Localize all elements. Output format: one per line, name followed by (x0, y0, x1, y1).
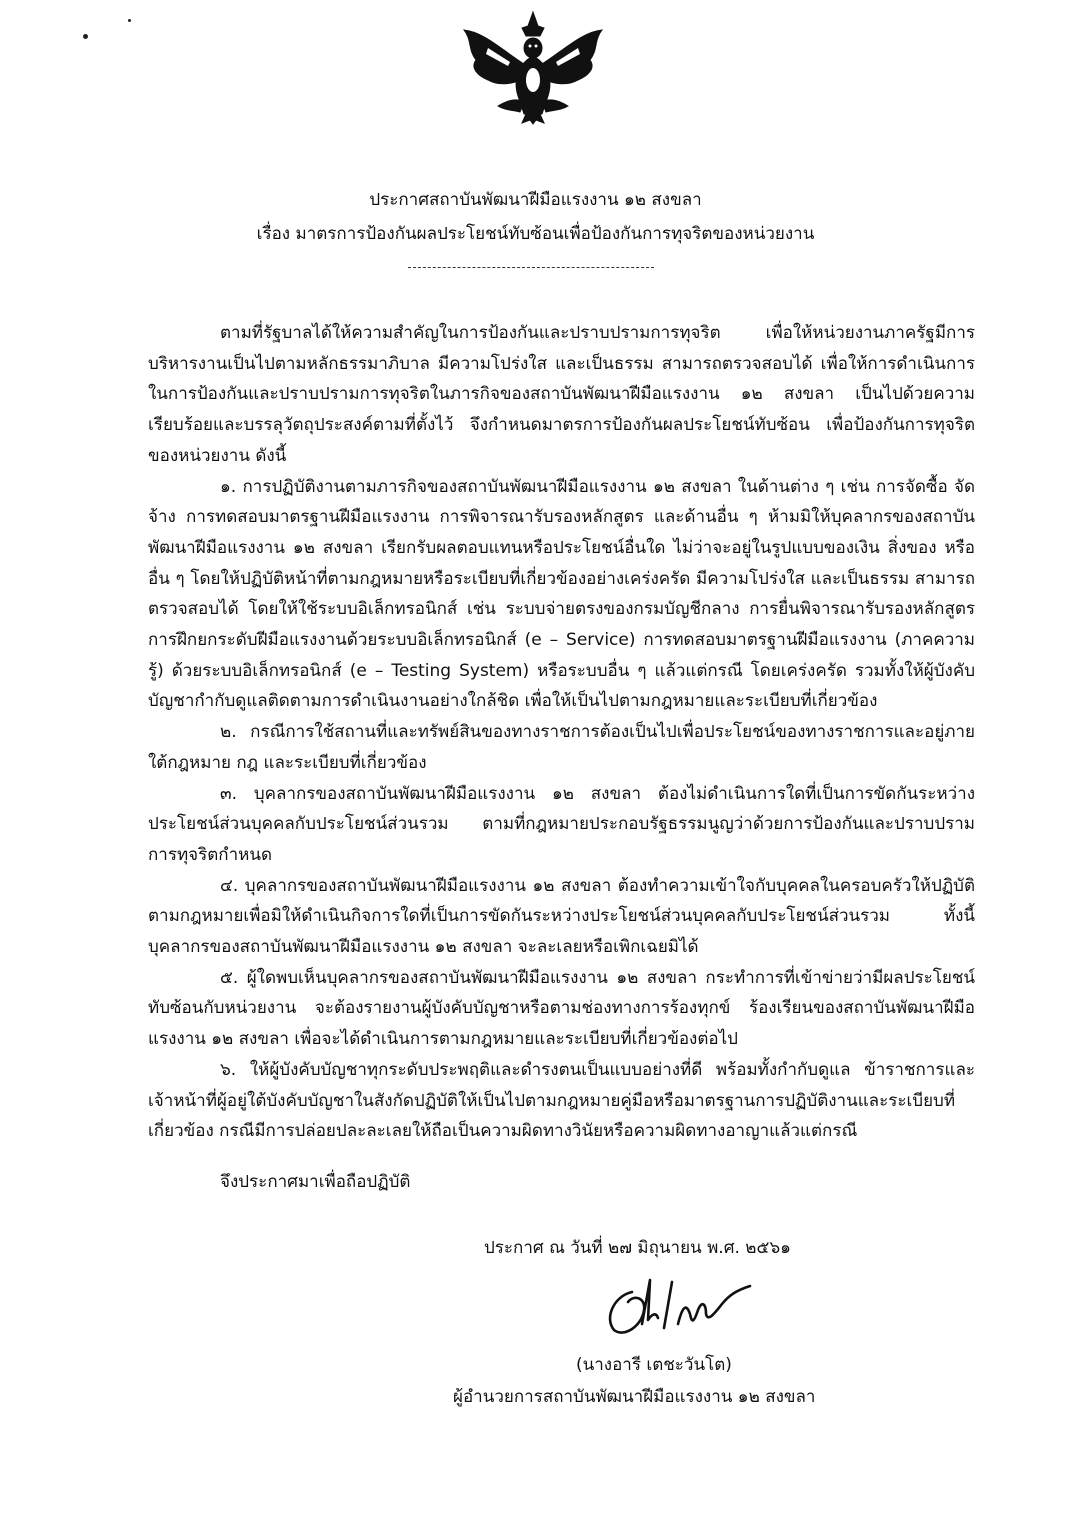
signer-title: ผู้อำนวยการสถาบันพัฒนาฝีมือแรงงาน ๑๒ สงขลา (453, 1387, 816, 1407)
signer-name: (นางอารี เตชะวันโต) (576, 1355, 732, 1375)
handwritten-signature (598, 1274, 758, 1338)
notice-title: ประกาศสถาบันพัฒนาฝีมือแรงงาน ๑๒ สงขลา (369, 190, 702, 210)
notice-body (148, 318, 975, 1147)
clause-1: ๑. การปฏิบัติงานตามภารกิจของสถาบันพัฒนาฝีมือแรงงาน ๑๒ สงขลา ในด้านต่าง ๆ เช่น การจัดซื้อ จัดจ้าง การทดสอบมาตรฐานฝีมือแรงงาน การพิจารณารับรองหลักสูตร และด้านอื่น ๆ ห้ามมิให้บุคลากรของสถาบันพัฒนาฝีมือแรงงาน ๑๒ สงขลา เรียกรับผลตอบแทนหรือประโยชน์อื่นใด ไม่ว่าจะอยู่ในรูปแบบของเงิน สิ่งของ หรืออื่น ๆ โดยให้ปฏิบัติหน้าที่ตามกฎหมายหรือระเบียบที่เกี่ยวข้องอย่างเคร่งครัด มีความโปร่งใส และเป็นธรรม สามารถตรวจสอบได้ โดยให้ใช้ระบบอิเล็กทรอนิกส์ เช่น ระบบจ่ายตรงของกรมบัญชีกลาง การยื่นพิจารณารับรองหลักสูตรการฝึกยกระดับฝีมือแรงงานด้วยระบบอิเล็กทรอนิกส์ (e – Service) การทดสอบมาตรฐานฝีมือแรงงาน (ภาคความรู้) ด้วยระบบอิเล็กทรอนิกส์ (e – Testing System) หรือระบบอื่น ๆ แล้วแต่กรณี โดยเคร่งครัด รวมทั้งให้ผู้บังคับบัญชากำกับดูแลติดตามการดำเนินงานอย่างใกล้ชิด เพื่อให้เป็นไปตามกฎหมายและระเบียบที่เกี่ยวข้อง (148, 476, 975, 712)
intro-paragraph: ตามที่รัฐบาลได้ให้ความสำคัญในการป้องกันและปราบปรามการทุจริต เพื่อให้หน่วยงานภาครัฐมีการบริหารงานเป็นไปตามหลักธรรมาภิบาล มีความโปร่งใส และเป็นธรรม สามารถตรวจสอบได้ เพื่อให้การดำเนินการในการป้องกันและปราบปรามการทุจริตในภารกิจของสถาบันพัฒนาฝีมือแรงงาน ๑๒ สงขลา เป็นไปด้วยความเรียบร้อยและบรรลุวัตถุประสงค์ตามที่ตั้งไว้ จึงกำหนดมาตรการป้องกันผลประโยชน์ทับซ้อน เพื่อป้องกันการทุจริตของหน่วยงาน ดังนี้ (148, 323, 975, 466)
clause-2: ๒. กรณีการใช้สถานที่และทรัพย์สินของทางราชการต้องเป็นไปเพื่อประโยชน์ของทางราชการและอยู่ภายใต้กฎหมาย กฎ และระเบียบที่เกี่ยวข้อง (148, 722, 975, 773)
header-divider (408, 267, 654, 268)
notice-subject: เรื่อง มาตรการป้องกันผลประโยชน์ทับซ้อนเพื่อป้องกันการทุจริตของหน่วยงาน (256, 224, 815, 244)
clause-6: ๖. ให้ผู้บังคับบัญชาทุกระดับประพฤติและดำรงตนเป็นแบบอย่างที่ดี พร้อมทั้งกำกับดูแล ข้าราชการและเจ้าหน้าที่ผู้อยู่ใต้บังคับบัญชาในสังกัดปฏิบัติให้เป็นไปตามกฎหมายคู่มือหรือมาตรฐานการปฏิบัติงานและระเบียบที่เกี่ยวข้อง กรณีมีการปล่อยปละละเลยให้ถือเป็นความผิดทางวินัยหรือความผิดทางอาญาแล้วแต่กรณี (148, 1059, 975, 1142)
clause-5: ๕. ผู้ใดพบเห็นบุคลากรของสถาบันพัฒนาฝีมือแรงงาน ๑๒ สงขลา กระทำการที่เข้าข่ายว่ามีผลประโยชน์ทับซ้อนกับหน่วยงาน จะต้องรายงานผู้บังคับบัญชาหรือตามช่องทางการร้องทุกข์ ร้องเรียนของสถาบันพัฒนาฝีมือแรงงาน ๑๒ สงขลา เพื่อจะได้ดำเนินการตามกฎหมายและระเบียบที่เกี่ยวข้องต่อไป (148, 967, 975, 1050)
scan-speck (128, 19, 131, 22)
scan-speck (83, 34, 88, 39)
garuda-emblem-icon (458, 10, 608, 125)
clause-3: ๓. บุคลากรของสถาบันพัฒนาฝีมือแรงงาน ๑๒ สงขลา ต้องไม่ดำเนินการใดที่เป็นการขัดกันระหว่างประโยชน์ส่วนบุคคลกับประโยชน์ส่วนรวม ตามที่กฎหมายประกอบรัฐธรรมนูญว่าด้วยการป้องกันและปราบปรามการทุจริตกำหนด (148, 783, 975, 865)
closing-statement: จึงประกาศมาเพื่อถือปฏิบัติ (220, 1172, 411, 1192)
clause-4: ๔. บุคลากรของสถาบันพัฒนาฝีมือแรงงาน ๑๒ สงขลา ต้องทำความเข้าใจกับบุคคลในครอบครัวให้ปฏิบัติตามกฎหมายเพื่อมิให้ดำเนินกิจการใดที่เป็นการขัดกันระหว่างประโยชน์ส่วนบุคคลกับประโยชน์ส่วนรวม ทั้งนี้ บุคลากรของสถาบันพัฒนาฝีมือแรงงาน ๑๒ สงขลา จะละเลยหรือเพิกเฉยมิได้ (148, 875, 975, 958)
announcement-date: ประกาศ ณ วันที่ ๒๗ มิถุนายน พ.ศ. ๒๕๖๑ (484, 1238, 791, 1258)
